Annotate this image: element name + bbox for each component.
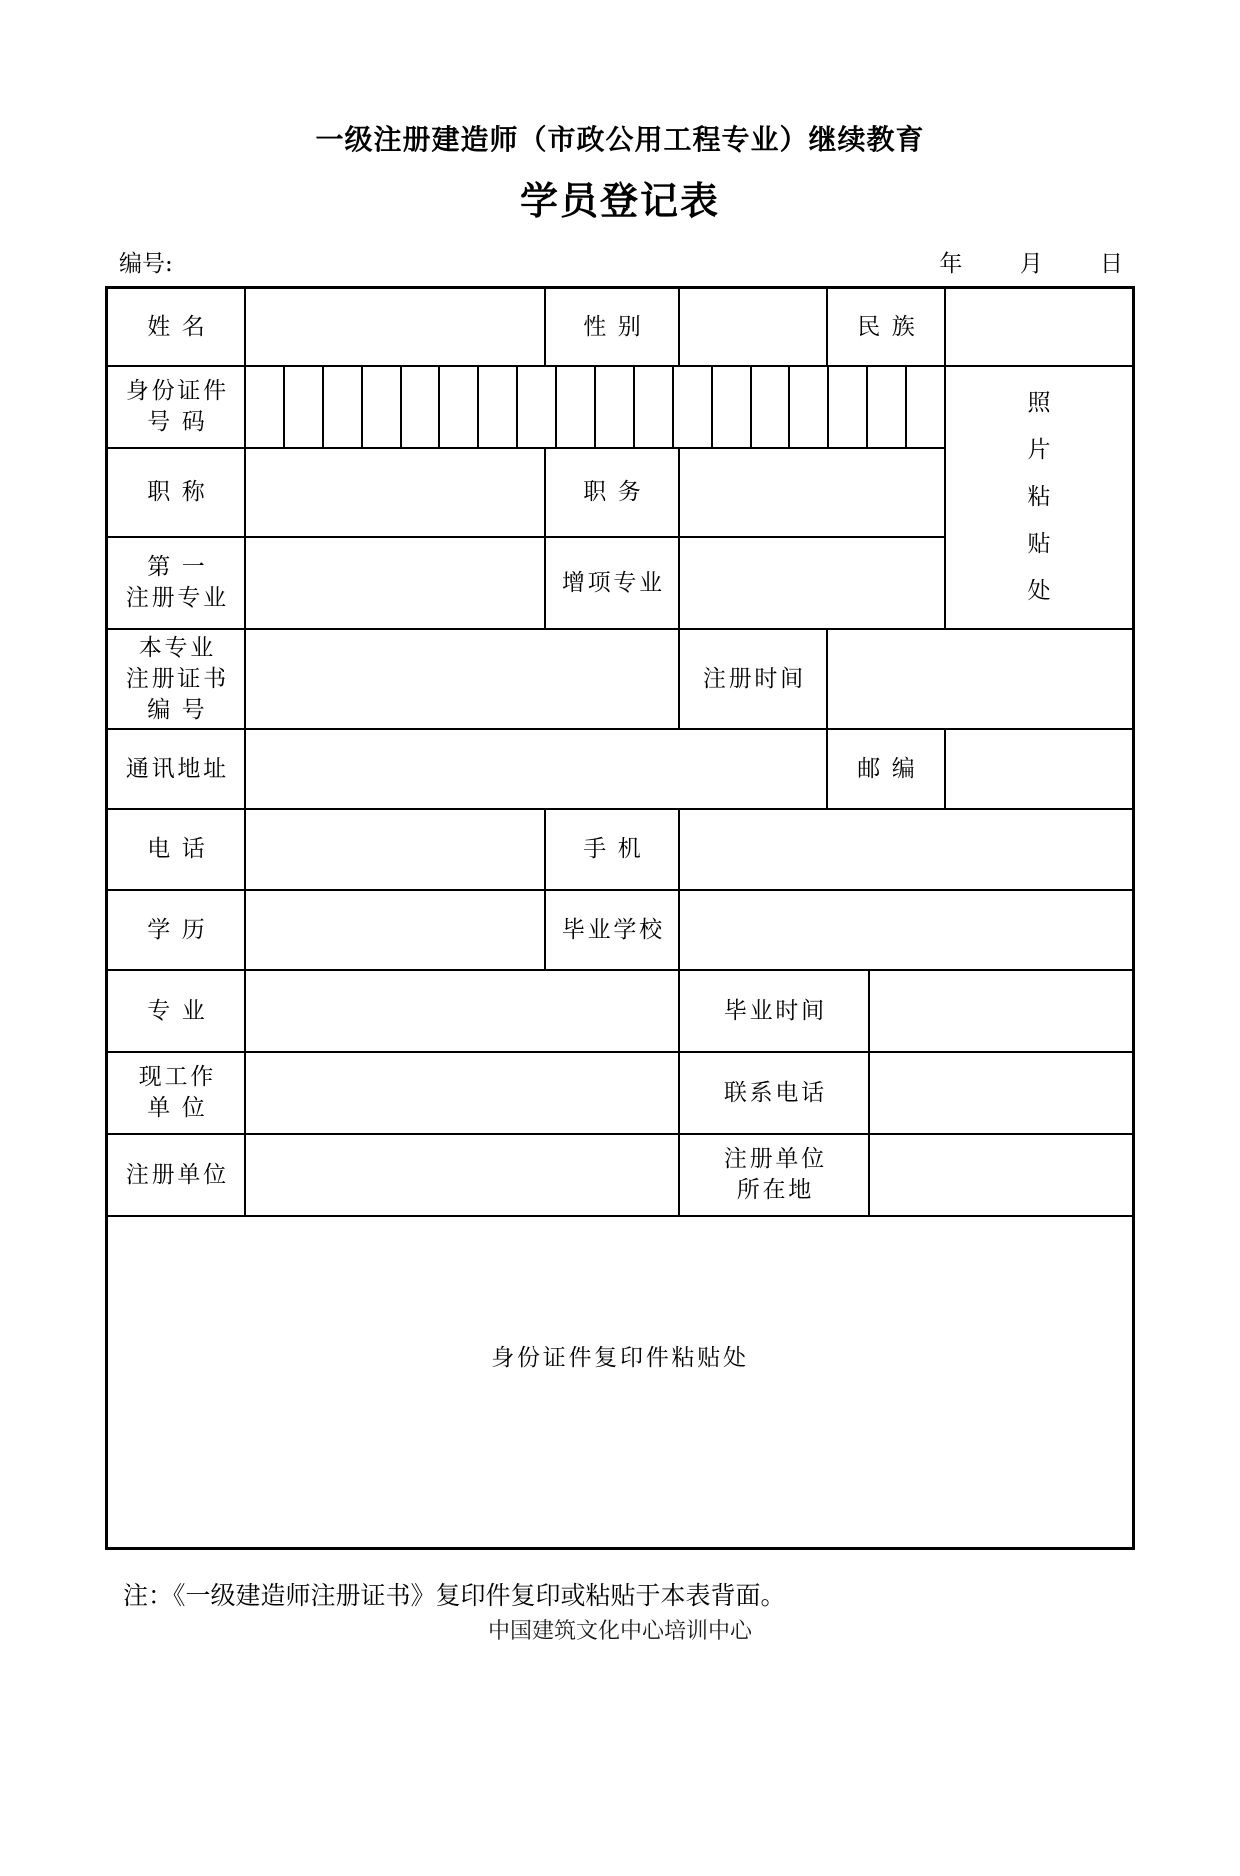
photo-paste-label-char: 处 (1027, 578, 1051, 604)
registration-cert-no-label-line1: 本专业 (138, 634, 217, 661)
mailing-address-value-cell (246, 730, 828, 808)
job-title-value-cell (246, 449, 546, 536)
phone-label: 电话 (108, 810, 246, 889)
photo-paste-label-char: 照 (1027, 390, 1051, 416)
form-area (105, 248, 1135, 1646)
id-digit-cell (557, 367, 596, 447)
table-row (108, 730, 1132, 810)
registration-cert-no-label-line2: 注册证书 (125, 665, 229, 692)
table-row (108, 538, 944, 628)
first-registered-major-label-line2: 注册专业 (125, 585, 229, 611)
phone-value-cell (246, 810, 546, 889)
registration-cert-no-value-cell (246, 630, 680, 728)
postal-code-label: 邮编 (828, 730, 946, 808)
table-row (108, 449, 944, 538)
id-digit-cell (674, 367, 713, 447)
job-title-label: 职称 (108, 449, 246, 536)
additional-major-label: 增项专业 (546, 538, 680, 628)
education-value-cell (246, 891, 546, 969)
major-value-cell (246, 971, 680, 1051)
current-employer-label (108, 1053, 246, 1133)
table-row (108, 367, 1132, 630)
education-label: 学历 (108, 891, 246, 969)
registered-company-label: 注册单位 (108, 1135, 246, 1215)
current-employer-label-line1: 现工作 (138, 1064, 217, 1090)
job-position-value-cell (680, 449, 944, 536)
mailing-address-label: 通讯地址 (108, 730, 246, 808)
table-row (108, 971, 1132, 1053)
contact-phone-value-cell (870, 1053, 1132, 1133)
major-label: 专业 (108, 971, 246, 1051)
date-month-label: 月 (1019, 251, 1043, 277)
form-meta-row (105, 248, 1135, 280)
id-digit-cell (752, 367, 791, 447)
serial-number-label: 编号: (119, 251, 173, 277)
registration-date-label: 注册时间 (680, 630, 828, 728)
id-digit-cell (829, 367, 868, 447)
ethnicity-value-cell (946, 289, 1132, 365)
id-job-major-rows (108, 367, 946, 628)
id-digit-cell (868, 367, 907, 447)
photo-paste-area (946, 367, 1132, 628)
name-value-cell (246, 289, 546, 365)
id-digit-cell (790, 367, 829, 447)
table-row (108, 891, 1132, 971)
table-row (108, 1135, 1132, 1217)
current-employer-value-cell (246, 1053, 680, 1133)
id-digit-cell (285, 367, 324, 447)
graduation-date-value-cell (870, 971, 1132, 1051)
table-row (108, 630, 1132, 730)
ethnicity-label: 民族 (828, 289, 946, 365)
registered-company-location-label-line1: 注册单位 (723, 1146, 827, 1172)
first-registered-major-label-line1: 第一 (147, 554, 217, 580)
id-number-label (108, 367, 246, 447)
form-title-line1: 一级注册建造师（市政公用工程专业）继续教育 (315, 123, 925, 156)
contact-phone-label: 联系电话 (680, 1053, 870, 1133)
id-digit-cell (479, 367, 518, 447)
id-digit-cell (402, 367, 441, 447)
table-row (108, 810, 1132, 891)
job-position-label: 职务 (546, 449, 680, 536)
id-number-label-line2: 号码 (147, 409, 217, 435)
mobile-label: 手机 (546, 810, 680, 889)
id-number-label-line1: 身份证件 (125, 378, 229, 404)
gender-label: 性别 (546, 289, 680, 365)
mobile-value-cell (680, 810, 1132, 889)
date-fields (889, 245, 1123, 278)
id-digit-cell (363, 367, 402, 447)
id-digit-cell (596, 367, 635, 447)
first-registered-major-label (108, 538, 246, 628)
graduate-school-value-cell (680, 891, 1132, 969)
registered-company-location-value-cell (870, 1135, 1132, 1215)
registration-cert-no-label-line3: 编号 (147, 696, 217, 723)
table-row (108, 367, 944, 449)
postal-code-value-cell (946, 730, 1132, 808)
id-digit-cell (324, 367, 363, 447)
date-year-label: 年 (939, 251, 963, 277)
id-copy-paste-label: 身份证件复印件粘贴处 (491, 1345, 749, 1371)
footnote: 注：《一级建造师注册证书》复印件复印或粘贴于本表背面。 (123, 1581, 786, 1610)
table-row (108, 1217, 1132, 1547)
registration-date-value-cell (828, 630, 1132, 728)
photo-paste-label-char: 粘 (1027, 484, 1051, 510)
photo-paste-label-char: 贴 (1027, 531, 1051, 557)
id-digit-cell (518, 367, 557, 447)
form-title-line2: 学员登记表 (519, 179, 720, 223)
graduate-school-label: 毕业学校 (546, 891, 680, 969)
id-digit-cell (440, 367, 479, 447)
date-day-label: 日 (1100, 251, 1123, 277)
registration-form-page (0, 122, 1240, 1876)
first-registered-major-value-cell (246, 538, 546, 628)
id-copy-paste-area (108, 1217, 1132, 1547)
name-label: 姓名 (108, 289, 246, 365)
table-row (108, 289, 1132, 367)
id-digit-cell (635, 367, 674, 447)
registered-company-value-cell (246, 1135, 680, 1215)
id-digit-cell (907, 367, 944, 447)
issuing-organization: 中国建筑文化中心培训中心 (487, 1619, 752, 1644)
gender-value-cell (680, 289, 828, 365)
photo-paste-label-char: 片 (1027, 437, 1051, 463)
registered-company-location-label-line2: 所在地 (736, 1177, 815, 1203)
registration-cert-no-label (108, 630, 246, 728)
additional-major-value-cell (680, 538, 944, 628)
registered-company-location-label (680, 1135, 870, 1215)
id-digit-cell (713, 367, 752, 447)
registration-table (105, 286, 1135, 1550)
id-digit-cell (246, 367, 285, 447)
graduation-date-label: 毕业时间 (680, 971, 870, 1051)
table-row (108, 1053, 1132, 1135)
current-employer-label-line2: 单位 (147, 1095, 217, 1121)
